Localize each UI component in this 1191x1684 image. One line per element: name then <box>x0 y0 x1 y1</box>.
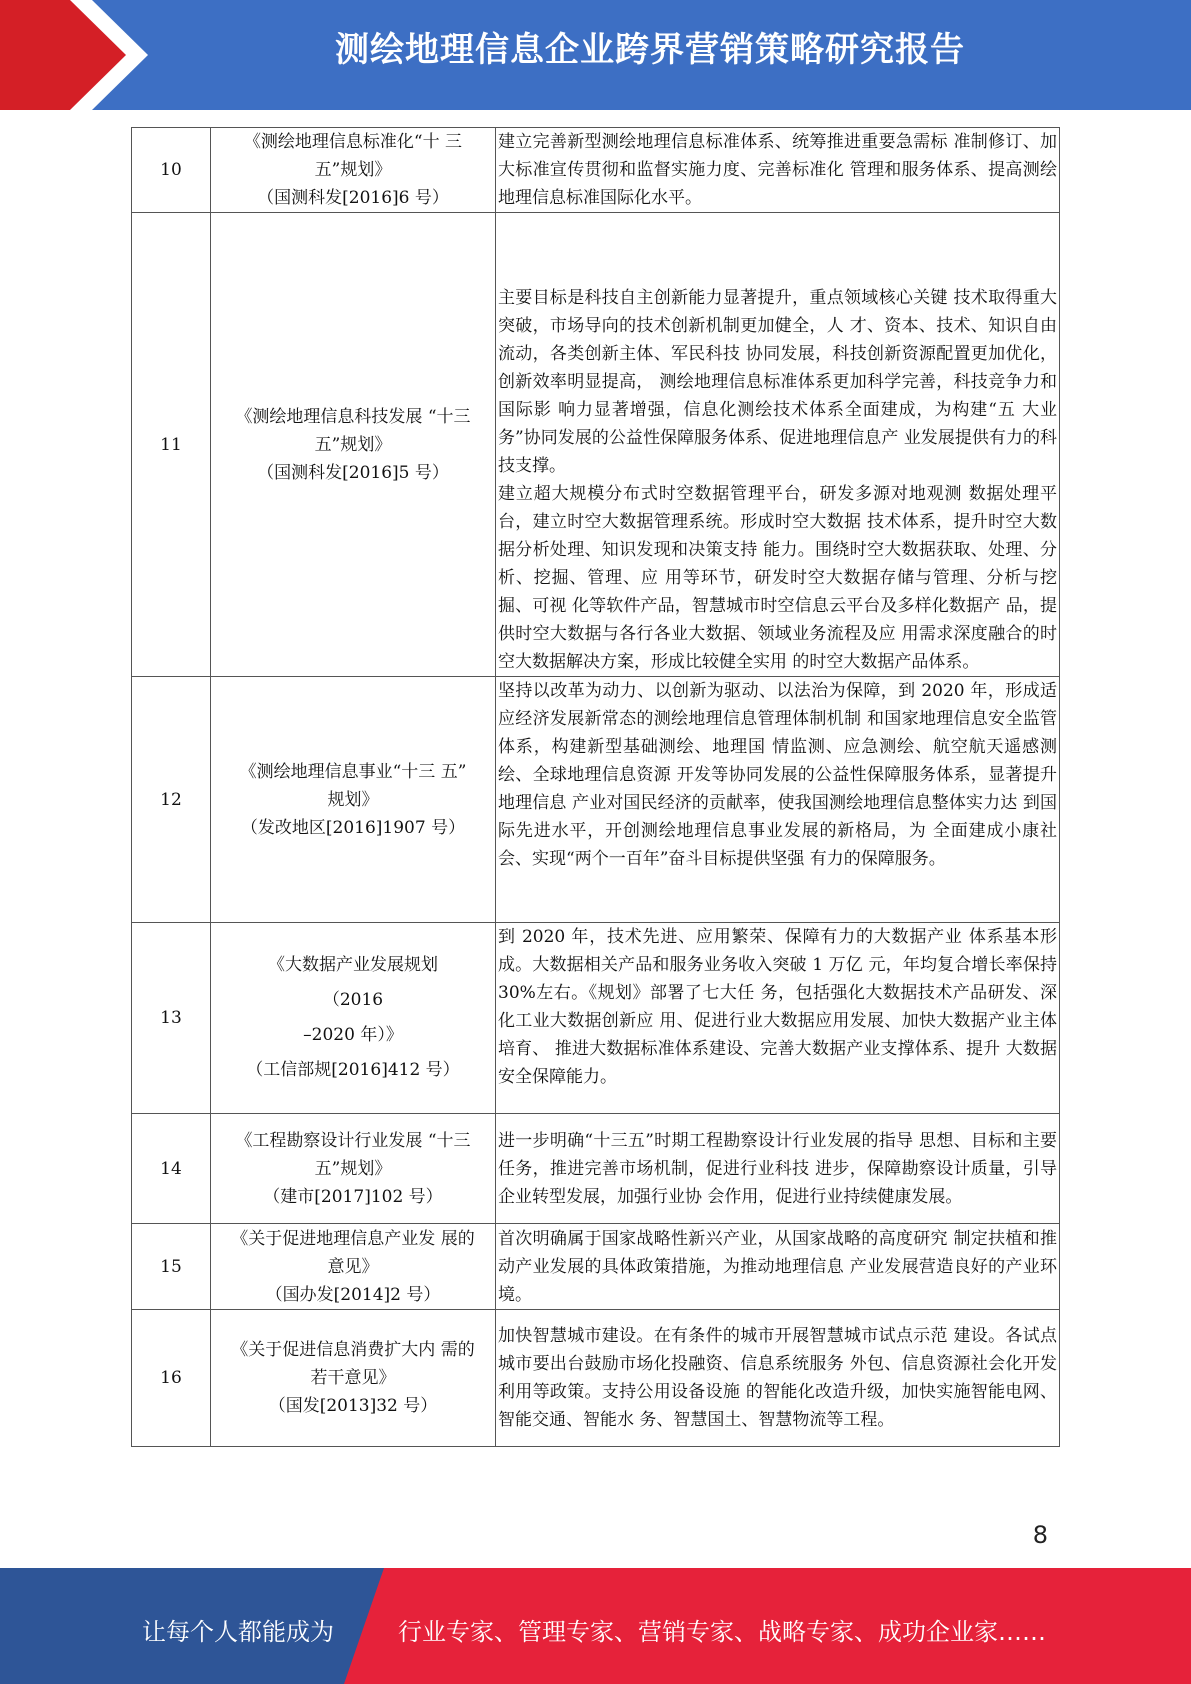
policy-description: 建立完善新型测绘地理信息标准体系、统筹推进重要急需标 准制修订、加大标准宣传贯彻和监督实施力度、完善标准化 管理和服务体系、提高测绘地理信息标准国际化水平。 <box>496 128 1060 213</box>
policy-title-line: 意见》 <box>327 1256 379 1277</box>
policy-title <box>211 1310 496 1447</box>
policy-title-line: （国办发[2014]2 号） <box>265 1284 441 1305</box>
policy-title-line: 五”规划》 <box>314 1158 392 1179</box>
table-row <box>132 677 1060 923</box>
table-row <box>132 128 1060 213</box>
policy-title-line: （国测科发[2016]5 号） <box>257 462 449 483</box>
page-title: 测绘地理信息企业跨界营销策略研究报告 <box>335 30 965 70</box>
policy-title-line: 《测绘地理信息事业“十三 五” <box>239 761 467 782</box>
policy-title-line: 《测绘地理信息科技发展 “十三 <box>235 406 471 427</box>
policy-description <box>496 213 1060 677</box>
policy-table-wrap <box>131 127 1060 1447</box>
policy-description: 到 2020 年，技术先进、应用繁荣、保障有力的大数据产业 体系基本形成。大数据相关产品和服务业务收入突破 1 万亿 元，年均复合增长率保持 30%左右。《规划》部署了七大任 务，包括强化大数据技术产品研发、深化工业大数据创新应 用、促进行业大数据应用发展、加快大数据产业主体培育、 推进大数据标准体系建设、完善大数据产业支撑体系、提升 大数据安全保障能力。 <box>496 923 1060 1114</box>
policy-title-line: 《关于促进地理信息产业发 展的 <box>231 1228 475 1249</box>
policy-title-line: （建市[2017]102 号） <box>263 1186 443 1207</box>
footer-slogan-left: 让每个人都能成为 <box>142 1618 334 1646</box>
row-number: 16 <box>132 1310 211 1447</box>
row-number: 15 <box>132 1224 211 1310</box>
row-number: 13 <box>132 923 211 1114</box>
policy-description-paragraph: 主要目标是科技自主创新能力显著提升，重点领域核心关键 技术取得重大突破，市场导向的技术创新机制更加健全，人 才、资本、技术、知识自由流动，各类创新主体、军民科技 协同发展，科技创新资源配置更加优化，创新效率明显提高， 测绘地理信息标准体系更加科学完善，科技竞争力和国际影 响力显著增强，信息化测绘技术体系全面建成，为构建“五 大业务”协同发展的公益性保障服务体系、促进地理信息产 业发展提供有力的科技支撑。 <box>498 288 1057 476</box>
row-number: 11 <box>132 213 211 677</box>
table-row <box>132 1224 1060 1310</box>
table-row <box>132 213 1060 677</box>
table-row <box>132 1310 1060 1447</box>
policy-title <box>211 677 496 923</box>
policy-title-line: 《测绘地理信息标准化“十 三 <box>243 132 463 152</box>
table-row <box>132 1114 1060 1224</box>
policy-title-line: 《大数据产业发展规划 <box>268 955 438 975</box>
policy-title-line: （国发[2013]32 号） <box>268 1396 438 1416</box>
row-number: 14 <box>132 1114 211 1224</box>
policy-title <box>211 1224 496 1310</box>
footer-slogan-right: 行业专家、管理专家、营销专家、战略专家、成功企业家…… <box>398 1618 1046 1646</box>
policy-title-line: 《关于促进信息消费扩大内 需的 <box>231 1340 475 1360</box>
policy-description: 加快智慧城市建设。在有条件的城市开展智慧城市试点示范 建设。各试点城市要出台鼓励市场化投融资、信息系统服务 外包、信息资源社会化开发利用等政策。支持公用设备设施 的智能化改造升级，加快实施智能电网、智能交通、智能水 务、智慧国土、智慧物流等工程。 <box>496 1310 1060 1447</box>
policy-title-line: 若干意见》 <box>310 1368 396 1388</box>
row-number: 10 <box>132 128 211 213</box>
policy-title-line: 规划》 <box>327 789 379 810</box>
policy-title <box>211 1114 496 1224</box>
policy-title-line: （发改地区[2016]1907 号） <box>240 817 466 838</box>
policy-description: 坚持以改革为动力、以创新为驱动、以法治为保障，到 2020 年，形成适应经济发展新常态的测绘地理信息管理体制机制 和国家地理信息安全监管体系，构建新型基础测绘、地理国 情监测、应急测绘、航空航天遥感测绘、全球地理信息资源 开发等协同发展的公益性保障服务体系，显著提升地理信息 产业对国民经济的贡献率，使我国测绘地理信息整体实力达 到国际先进水平，开创测绘地理信息事业发展的新格局，为 全面建成小康社会、实现“两个一百年”奋斗目标提供坚强 有力的保障服务。 <box>496 677 1060 923</box>
page-footer <box>0 1568 1191 1684</box>
policy-title-line: 《工程勘察设计行业发展 “十三 <box>235 1130 471 1151</box>
policy-title-line: （2016 <box>322 990 384 1010</box>
policy-description: 进一步明确“十三五”时期工程勘察设计行业发展的指导 思想、目标和主要任务，推进完善市场机制，促进行业科技 进步，保障勘察设计质量，引导企业转型发展，加强行业协 会作用，促进行业持续健康发展。 <box>496 1114 1060 1224</box>
policy-description-paragraph: 建立超大规模分布式时空数据管理平台，研发多源对地观测 数据处理平台，建立时空大数据管理系统。形成时空大数据 技术体系，提升时空大数据分析处理、知识发现和决策支持 能力。围绕时空大数据获取、处理、分析、挖掘、管理、应 用等环节，研发时空大数据存储与管理、分析与挖掘、可视 化等软件产品，智慧城市时空信息云平台及多样化数据产 品，提供时空大数据与各行各业大数据、领域业务流程及应 用需求深度融合的时空大数据解决方案，形成比较健全实用 的时空大数据产品体系。 <box>498 484 1057 672</box>
policy-title <box>211 923 496 1114</box>
policy-title-line: （国测科发[2016]6 号） <box>257 188 449 208</box>
row-number: 12 <box>132 677 211 923</box>
policy-title-line: 五”规划》 <box>314 434 392 455</box>
policy-description: 首次明确属于国家战略性新兴产业，从国家战略的高度研究 制定扶植和推动产业发展的具体政策措施，为推动地理信息 产业发展营造良好的产业环境。 <box>496 1224 1060 1310</box>
policy-title <box>211 213 496 677</box>
policy-title-line: （工信部规[2016]412 号） <box>246 1060 460 1080</box>
policy-title-line: 五”规划》 <box>314 160 392 180</box>
policy-title-line: –2020 年）》 <box>303 1025 403 1045</box>
policy-table <box>131 127 1060 1447</box>
page-header <box>0 0 1191 110</box>
table-row <box>132 923 1060 1114</box>
page-number: 8 <box>1032 1521 1048 1549</box>
policy-title <box>211 128 496 213</box>
